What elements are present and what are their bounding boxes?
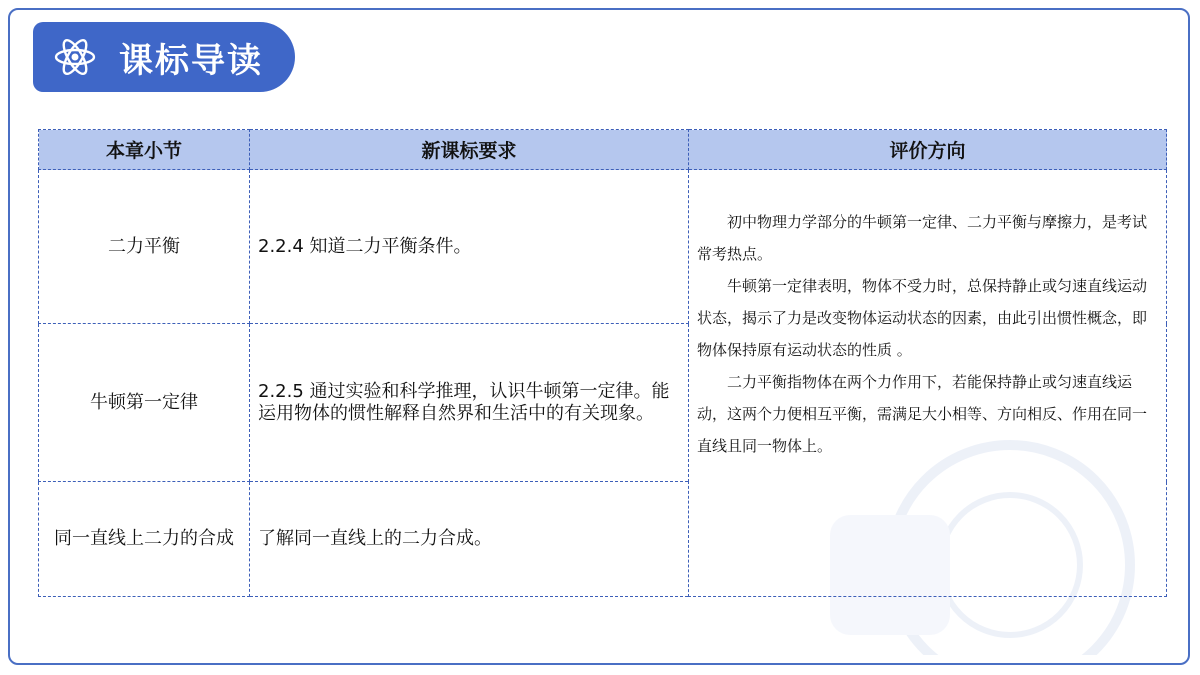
requirement-cell: 2.2.4 知道二力平衡条件。 <box>250 170 689 324</box>
column-header-section: 本章小节 <box>39 130 250 170</box>
curriculum-table <box>38 129 1167 597</box>
page-title: 课标导读 <box>119 40 263 81</box>
evaluation-cell <box>689 170 1167 597</box>
column-header-requirement: 新课标要求 <box>250 130 689 170</box>
evaluation-paragraph: 初中物理力学部分的牛顿第一定律、二力平衡与摩擦力，是考试常考热点。 <box>697 213 1148 263</box>
atom-icon <box>53 35 97 79</box>
requirement-cell: 2.2.5 通过实验和科学推理，认识牛顿第一定律。能运用物体的惯性解释自然界和生活中的有关现象。 <box>250 324 689 482</box>
table-header-row <box>39 130 1167 170</box>
section-cell: 同一直线上二力的合成 <box>39 482 250 597</box>
section-cell: 牛顿第一定律 <box>39 324 250 482</box>
column-header-evaluation: 评价方向 <box>689 130 1167 170</box>
section-cell: 二力平衡 <box>39 170 250 324</box>
evaluation-paragraph: 二力平衡指物体在两个力作用下，若能保持静止或匀速直线运动，这两个力便相互平衡，需满足大小相等、方向相反、作用在同一直线且同一物体上。 <box>697 373 1148 455</box>
requirement-cell: 了解同一直线上的二力合成。 <box>250 482 689 597</box>
evaluation-paragraph: 牛顿第一定律表明，物体不受力时，总保持静止或匀速直线运动状态，揭示了力是改变物体运动状态的因素，由此引出惯性概念，即物体保持原有运动状态的性质 。 <box>697 277 1148 359</box>
section-title-badge <box>33 22 295 92</box>
table-row <box>39 170 1167 324</box>
